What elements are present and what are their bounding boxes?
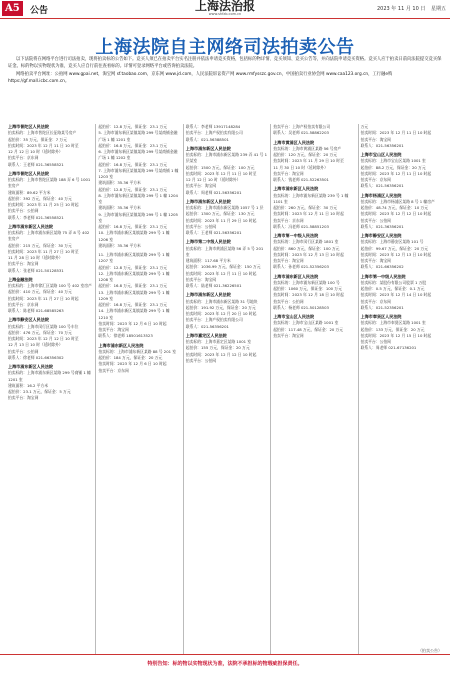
notice-line: 拍卖时间：2023 年 12 月 13 日 10 时起 (273, 251, 344, 257)
notice-line: 拍卖时间：2023 年 12 月 6 日 10 时起 (98, 320, 167, 326)
page-headline: 上海法院自主网络司法拍卖公告 (95, 37, 355, 58)
notice-line: 拍卖时间：2023 年 12 月 12 日 10 时起 (185, 351, 257, 357)
notice-columns (8, 124, 442, 654)
notice-line: 5. 上海市浦东新区某镇某路 299 号某商铺金融广场 1 幢 1201 室 (98, 130, 178, 142)
notice-item (98, 343, 179, 374)
notice-line: 拍卖标的：上海市黄浦区某路 56 弄 5 号 201 室 (185, 245, 264, 257)
notice-line: 联系人：孙老师 021-52356203 (273, 264, 329, 270)
notice-item (186, 146, 267, 196)
notice-line: 拍卖标的：上海市黄浦区某路 56 号房产 (273, 145, 342, 151)
notice-line: 起拍价：12.8 万元，保证金：23.1 万元 (98, 124, 168, 129)
notice-line: 拍卖标的：上海市浦东新区某路 299 号商铺 1 幢 1201 室 (8, 370, 91, 382)
notice-line: 拍卖标的：上海市闵行区某路 1801 室 (273, 239, 339, 245)
notice-line: 拍卖标的：上海市徐汇区某路 100 号 402 室房产 (8, 283, 92, 288)
notice-line: 联系人：徐老师 021-66356302 (8, 354, 64, 360)
notice-line: 拍卖平台：淘宝网 (360, 136, 391, 142)
notice-item (8, 224, 92, 274)
notice-line: 起拍价：260 万元，保证金：30 万元 (273, 205, 338, 210)
notice-item (273, 140, 354, 184)
notice-item (273, 314, 354, 339)
notice-line: 起拍价：23.1 万元，保证金：5 万元 (8, 389, 71, 394)
notice-line: 起拍价：155 万元，保证金：20 万元 (185, 345, 250, 351)
top-bar (0, 0, 450, 19)
notice-line: 8. 上海市浦东新区某镇某路 299 号 1 幢 1204 室 (98, 192, 178, 204)
court-name: 上海市第二中级人民法院 (185, 239, 231, 245)
notice-line: 拍卖时间：2023 年 12 月 11 日 10 时起 (273, 211, 344, 217)
notice-line: 联系人：钱老师 021-52263501 (273, 177, 329, 182)
notice-item (8, 171, 92, 221)
notice-item (8, 277, 92, 315)
notice-line: 拍卖标的：上海市宝山区某路 1001 室 (360, 158, 426, 164)
issue-date: 2023 年 11 月 10 日 (376, 6, 426, 12)
notice-line: 拍卖标的：上海市普陀区某路 188 弄 6 号 1001 室房产 (8, 177, 91, 189)
court-name: 上海金融法院 (8, 276, 33, 282)
court-name: 上海市静安区人民法院 (360, 233, 402, 238)
court-name: 上海市浦东新区人民法院 (8, 364, 54, 369)
notice-line: 拍卖平台：京东网 (273, 217, 304, 223)
notice-line: 拍卖平台：淘宝网 (273, 170, 304, 176)
notice-line: 11. 上海市浦东新区某镇某路 299 号 1 幢 1207 室 (98, 252, 170, 264)
notice-column (8, 124, 92, 654)
notice-line: 建筑面积：35.36 平方米 (98, 205, 141, 211)
notice-line: 起拍价：35 万元，保证金：7 万元 (8, 136, 68, 142)
notice-line: 联系人：陆老师 021-36226501 (185, 283, 242, 288)
notice-line: 拍卖标的：上海市浦东新区某路 239 号 1 幢 1101 室 (273, 192, 349, 204)
court-name: 上海市黄浦区人民法院 (273, 139, 315, 145)
notice-line: 拍卖平台：淘宝网 (273, 258, 304, 263)
notice-line: 起拍价：1060 万元，保证金：100 万元 (273, 286, 342, 291)
court-name: 上海市静安区人民法院 (8, 317, 49, 323)
notice-line: 起拍价：1500 万元，保证金：100 万元 (185, 164, 255, 170)
notice-line: 拍卖时间：2023 年 12 月 18 日 10 时起 (273, 292, 344, 298)
dateline (373, 5, 446, 12)
intro-paragraph: 网络拍卖平台网址：公拍网 www.gpai.net，淘宝网 sf.taobao.com，京东网 www.jd.com，人民法院诉讼资产网 www.rmfysszc.gov.cn，中国拍卖行业协会网 www.caa123.org.cn，工行融e购 https://gf.mall.icbc.com.cn。 (8, 71, 393, 85)
notice-line: 拍卖平台：上海产权拍卖有限公司 (273, 124, 331, 129)
notice-line: 起拍价：117.48 万元，保证金：20 万元 (273, 326, 344, 332)
notice-item (8, 124, 92, 168)
notice-line: 拍卖平台：京东网 (360, 177, 391, 182)
notice-line: 联系人：周老师 021-67136201 (360, 345, 417, 351)
notice-line: 起拍价：215 万元，保证金：30 万元 (8, 242, 72, 248)
notice-line: 拍卖平台：上海产权拍卖有限公司 (185, 317, 243, 323)
court-name: 上海市浦东新区人民法院 (98, 342, 144, 348)
notice-line: 起拍价：0.5 万元，保证金：0.1 万元 (360, 286, 425, 291)
notice-line: 14. 上海市浦东新区某镇某路 299 号 1 幢 1210 室 (98, 308, 170, 320)
notice-line: 拍卖标的：某股份有限公司股票 1 万股 (360, 279, 427, 285)
court-name: 上海市奉贤区人民法院 (360, 314, 402, 319)
notice-line: 联系人：021-66356202 (360, 264, 404, 270)
notice-line: 起拍价：392 万元，保证金：40 万元 (8, 195, 72, 201)
notice-line: 起拍价：1036.99 万元，保证金：150 万元 (185, 264, 261, 270)
notice-line: 拍卖标的：上海市嘉定区某路 1001 室 (185, 339, 252, 344)
notice-line: 12 月 12 日 10 时（延时除外） (185, 177, 241, 182)
notice-line: 联系人：陈老师 021-68585263 (8, 308, 64, 313)
notice-line: 拍卖时间：2023 年 11 月 29 日 10 时至 (273, 158, 344, 164)
notice-line: 拍卖时间：2023 年 11 月 27 日 10 时至 (8, 248, 79, 254)
notice-line: 12 月 12 日 10 时（延时除外） (8, 149, 63, 154)
notice-line: 拍卖标的：上海市宝山区某路 1001 室 (273, 320, 339, 326)
notice-line: 拍卖平台：公拍网 (185, 357, 217, 363)
notice-line: 拍卖时间：2023 年 12 月 11 日 10 时起 (360, 130, 432, 136)
notice-line: 起拍价：16.8 万元，保证金：23.1 万元 (98, 142, 168, 148)
notice-line: 起拍价：88.2 万元，保证金：20 万元 (360, 164, 426, 170)
notice-line: 拍卖平台：公拍网 (8, 208, 39, 214)
notice-column (358, 124, 442, 654)
notice-line: 7. 上海市浦东新区某镇某路 299 号某商铺 1 幢 1203 室 (98, 167, 179, 179)
notice-line: 拍卖平台：淘宝网 (273, 332, 304, 338)
notice-line: 起拍价：476 万元，保证金：70 万元 (8, 329, 72, 335)
section-label: 公告 (30, 6, 49, 16)
notice-line: 拍卖平台：公拍网 (185, 223, 217, 229)
notice-line: 联系人：021-52356201 (360, 304, 404, 310)
notice-item (8, 317, 92, 361)
notice-line: 拍卖时间：2023 年 12 月 6 日 10 时起 (98, 361, 167, 367)
masthead-url: www.shfzb.com.cn (208, 12, 242, 16)
notice-line: 拍卖平台：淘宝网 (8, 261, 39, 267)
notice-line: 拍卖平台：淘宝网 (360, 258, 391, 263)
court-name: 上海市浦东新区人民法院 (8, 223, 54, 229)
court-name: 上海市第一中级人民法院 (360, 273, 406, 279)
notice-line: 拍卖时间：2023 年 12 月 15 日 10 时起 (360, 332, 432, 338)
newspaper-masthead: 上海法治报 (194, 0, 255, 13)
notice-line: 起拍价：191.92 万元，保证金：20 万元 (185, 304, 256, 310)
notice-line: 9. 上海市浦东新区某镇某路 299 号 1 幢 1205 室 (98, 211, 178, 223)
court-name: 上海市浦东新区人民法院 (273, 186, 319, 192)
notice-line: 拍卖时间：2023 年 12 月 11 日 10 时起 (360, 170, 432, 176)
court-name: 上海市普陀区人民法院 (8, 170, 49, 176)
notice-item (98, 124, 179, 249)
notice-item (186, 199, 267, 237)
notice-line: 建筑面积：117.68 平方米 (185, 258, 231, 263)
notice-line: 联系人：王老师 021-36558521 (8, 161, 64, 167)
notice-line: 联系人：王老师 021-56356201 (185, 230, 242, 235)
notice-line: 联系人：张老师 021-50128531 (8, 267, 64, 273)
notice-line: 拍卖时间：2023 年 12 月 12 日 10 时起 (360, 211, 432, 217)
notice-line: 起拍价：16.8 万元，保证金：23.1 万元 (98, 302, 168, 307)
notice-line: 起拍价：16.8 万元，保证金：23.1 万元 (98, 224, 168, 229)
notice-line: 拍卖平台：京东网 (8, 301, 39, 307)
intro-paragraph: 以下法院将在网络平台进行司法拍卖，现将拍卖标的公告如下。竞买人须已在拍卖平台实名注册并依法申请竞买资格，包括标的物详情、竞买须知、竞买公告等，并向法院申请竞买资格。竞买人应于拍卖日前向法院提交竞买保证金。标的物以实物现状为准，竞买人应自行前往查看标的。详情可登录网络平台或咨询拍卖法院。 (8, 57, 442, 70)
notice-line: 起拍价：16.8 万元，保证金：23.1 万元 (98, 283, 168, 289)
notice-line: 拍卖标的：上海市静安区某路 101 号 (360, 239, 424, 245)
court-name: 上海市普陀区人民法院 (8, 124, 49, 129)
notice-line: 拍卖标的：上海市浦东新区某路 31 号地块 (185, 298, 258, 304)
notice-line: 13. 上海市浦东新区某镇某路 299 号 1 幢 1209 室 (98, 289, 170, 301)
notice-line: 拍卖平台：公拍网 (360, 217, 391, 223)
court-name: 上海市宝山区人民法院 (273, 314, 315, 319)
notice-line: 拍卖标的：上海市浦东新区某路 75 弄 8 号 402 室房产 (8, 230, 90, 242)
notice-item (273, 186, 354, 230)
notice-item (273, 274, 354, 312)
court-name: 上海市浦东新区人民法院 (185, 145, 231, 151)
notice-line: 起拍价：16.8 万元，保证金：23.1 万元 (98, 161, 168, 167)
notice-item (273, 233, 354, 271)
court-name: 上海市嘉定区人民法院 (185, 332, 227, 338)
notice-line: 联系人：021-56356201 (360, 183, 404, 189)
notice-line: 联系人：021-56388501 (185, 136, 229, 142)
notice-line: 拍卖平台：淘宝网 (185, 183, 217, 189)
notice-line: 拍卖时间：2023 年 12 月 14 日 10 时起 (360, 292, 432, 298)
court-name: 上海市宝山区人民法院 (360, 152, 402, 157)
notice-line: 拍卖平台：淘宝网 (8, 395, 39, 401)
notice-line: 拍卖平台：京东网 (8, 155, 39, 161)
notice-line: 起拍价：410 万元，保证金：40 万元 (8, 289, 72, 295)
notice-line: 拍卖时间：2023 年 12 月 11 日 10 时至 (8, 142, 79, 148)
notice-line: 联系人：021-56356201 (185, 323, 229, 329)
notice-line: 起拍价：12.8 万元，保证金：23.1 万元 (98, 264, 168, 270)
notice-line: 拍卖时间：2023 年 11 月 27 日 10 时起 (8, 295, 79, 301)
notice-line: 11 月 28 日 10 时（延时除外） (8, 255, 63, 260)
notice-line: 拍卖标的：上海市普陀区长征路某号房产 (8, 130, 77, 136)
notice-line: 拍卖标的：上海市浦东新区某路 100 号 (273, 279, 340, 285)
notice-item (361, 233, 442, 271)
notice-line: 建筑面积：35.36 平方米 (98, 180, 141, 186)
notice-item (361, 193, 442, 231)
notice-line: 拍卖时间：2023 年 12 月 11 日 10 时至 (185, 170, 257, 176)
notice-line: 6. 上海市浦东新区某镇某路 299 号某商铺金融广场 1 幢 1202 室 (98, 149, 178, 161)
notice-line: 拍卖时间：2023 年 11 月 25 日 10 时起 (8, 202, 79, 207)
notice-line: 拍卖时间：2023 年 12 月 13 日 10 时起 (360, 251, 432, 257)
notice-line: 起拍价：133 万元，保证金：20 万元 (360, 326, 425, 332)
notice-line: 12 月 13 日 10 时（延时除外） (8, 342, 63, 348)
notice-item (361, 314, 442, 352)
notice-item (273, 124, 354, 137)
notice-column (95, 124, 179, 654)
notice-line: 拍卖时间：2023 年 12 月 11 日 10 时起 (185, 270, 257, 276)
notice-line: 起拍价：184 万元，保证金：20 万元 (98, 355, 163, 360)
notice-line: 起拍价：99.67 万元，保证金：20 万元 (360, 245, 429, 251)
notice-line: 建筑面积：35.36 平方米 (98, 242, 141, 248)
notice-line: 联系人：李老师 13917148284 (185, 124, 241, 129)
notice-line: 10. 上海市浦东新区某镇某路 299 号 1 幢 1206 室 (98, 230, 170, 242)
notice-column (183, 124, 267, 654)
notice-item (186, 333, 267, 364)
notice-line: 拍卖平台：淘宝网 (185, 276, 217, 282)
notice-line: 联系人：冯老师 021-58851203 (273, 223, 329, 229)
notice-line: 起拍价：12.8 万元，保证金：23.1 万元 (98, 186, 168, 192)
notice-item (8, 364, 92, 402)
court-name: 上海市浦东新区人民法院 (185, 292, 231, 298)
notice-line: 11 月 30 日 10 时（延时除外） (273, 164, 328, 170)
notice-line: 联系人：李老师 021-36558521 (8, 214, 64, 220)
notice-item (186, 239, 267, 289)
notice-line: 起拍价：860 万元，保证金：100 万元 (273, 245, 340, 251)
notice-line: 拍卖平台：淘宝网 (98, 327, 129, 332)
court-name: 上海市杨浦区人民法院 (360, 192, 402, 198)
notice-line: 拍卖平台：京东网 (98, 367, 129, 373)
notice-line: 建筑面积：89.62 平方米 (8, 189, 51, 195)
notice-line: 拍卖标的：上海市奉贤区某路 1001 室 (360, 320, 426, 326)
notice-line: 12. 上海市浦东新区某镇某路 299 号 1 幢 1208 室 (98, 270, 170, 282)
court-name: 上海市第一中级人民法院 (273, 233, 319, 238)
notice-column (270, 124, 354, 654)
notice-line: 拍卖标的：上海市浦东新区某路 88 号 201 室 (98, 348, 177, 354)
notice-line: 联系人：021-36356201 (360, 223, 404, 229)
page-number: A5 (2, 1, 23, 16)
notice-line: 起拍价：1300 万元，保证金：130 万元 (185, 211, 255, 217)
notice-line: 拍卖时间：2023 年 12 月 12 日 10 时至 (8, 336, 79, 341)
notice-line: 拍卖标的：上海市杨浦区某路 8 号 1 幢房产 (360, 198, 435, 204)
notice-author: （拍卖公告） (418, 648, 442, 653)
notice-line: 起拍价：48.74 万元，保证金：10 万元 (360, 205, 429, 210)
notice-item (361, 124, 442, 149)
notice-line: 拍卖平台：公拍网 (8, 348, 39, 354)
notice-line: 拍卖标的：上海市浦东新区某路 1057 号 1 层 (185, 205, 264, 210)
notice-line: 拍卖平台：上海产权拍卖有限公司 (185, 130, 243, 136)
notice-item (361, 152, 442, 190)
notice-line: 拍卖标的：上海市闵行区某路 100 号车位 (8, 323, 79, 329)
court-name: 上海市浦东新区人民法院 (273, 273, 319, 279)
notice-line: 拍卖标的：上海市浦东新区某路 239 弄 41 号 1 层某室 (185, 152, 268, 164)
notice-line: 联系人：徐老师 18501613523 (98, 333, 153, 339)
issue-weekday: 星期五 (430, 6, 446, 12)
footer-divider (0, 654, 450, 655)
notice-line: 拍卖平台：京东网 (360, 298, 391, 304)
notice-item (186, 292, 267, 330)
notice-line: 联系人：杨老师 021-50128503 (273, 304, 329, 310)
notice-line: 拍卖时间：2023 年 11 月 29 日 10 时起 (185, 217, 257, 223)
notice-line: 起拍价：120 万元，保证金：20 万元 (273, 152, 338, 157)
notice-line: 建筑面积：16.2 平方米 (8, 382, 49, 388)
notice-item (361, 274, 442, 312)
intro-text (8, 56, 442, 86)
notice-item (186, 124, 267, 143)
notice-line: 拍卖时间：2023 年 12 月 20 日 10 时起 (185, 311, 257, 316)
footer-notice: 特别告知：标的物以实物现状为准，法院不承担标的物瑕疵担保责任。 (147, 661, 303, 667)
notice-line: 联系人：021-56356201 (360, 142, 404, 148)
notice-item (98, 252, 179, 340)
notice-line: 拍卖平台：公拍网 (360, 339, 391, 344)
notice-line: 拍卖平台：公拍网 (273, 298, 304, 304)
notice-line: 万元 (360, 124, 369, 129)
notice-line: 联系人：周老师 021-56356201 (185, 189, 242, 195)
court-name: 上海市浦东新区人民法院 (185, 198, 231, 204)
notice-line: 联系人：吴老师 021-58862203 (273, 130, 329, 136)
